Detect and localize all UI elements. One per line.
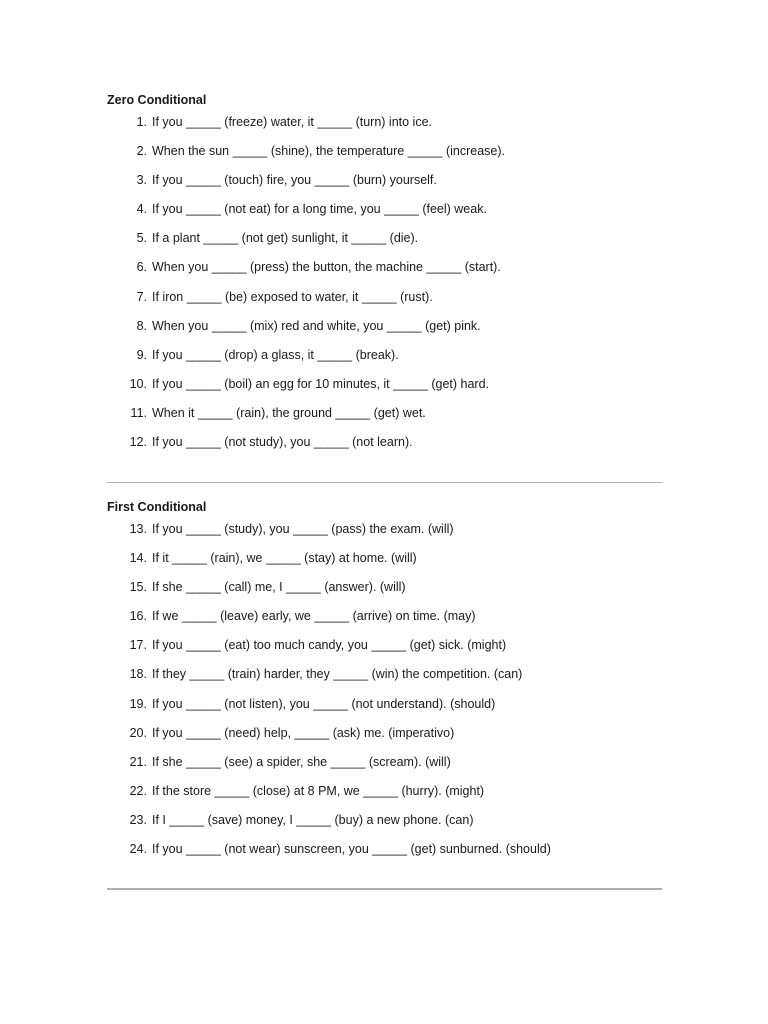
item-number: 18. — [129, 667, 147, 682]
item-text: If we _____ (leave) early, we _____ (arrive) on time. (may) — [152, 609, 476, 624]
item-number: 16. — [129, 609, 147, 624]
list-item — [107, 550, 662, 579]
item-text: If you _____ (touch) fire, you _____ (burn) yourself. — [152, 173, 437, 188]
exercise-list — [107, 114, 662, 463]
item-number: 23. — [129, 812, 147, 827]
item-number: 21. — [129, 754, 147, 769]
list-item — [107, 376, 662, 405]
list-item — [107, 812, 662, 841]
item-text: If you _____ (not eat) for a long time, you _____ (feel) weak. — [152, 202, 487, 217]
item-text: If iron _____ (be) exposed to water, it _____ (rust). — [152, 289, 433, 304]
item-text: If she _____ (see) a spider, she _____ (scream). (will) — [152, 754, 451, 769]
item-number: 17. — [129, 638, 147, 653]
item-number: 4. — [136, 202, 147, 217]
list-item — [107, 783, 662, 812]
item-number: 1. — [136, 115, 147, 129]
item-number: 13. — [129, 522, 147, 536]
exercise-list — [107, 521, 662, 870]
item-text: If you _____ (boil) an egg for 10 minutes, it _____ (get) hard. — [152, 376, 490, 391]
list-item — [107, 696, 662, 725]
item-number: 19. — [129, 696, 147, 711]
item-text: If you _____ (not study), you _____ (not learn). — [152, 435, 413, 450]
item-number: 6. — [136, 260, 147, 275]
list-item — [107, 289, 662, 318]
item-text: If I _____ (save) money, I _____ (buy) a new phone. (can) — [152, 812, 474, 827]
list-item — [107, 841, 662, 870]
list-item — [107, 114, 662, 143]
item-text: When the sun _____ (shine), the temperature _____ (increase). — [152, 144, 505, 159]
item-text: If the store _____ (close) at 8 PM, we _____ (hurry). (might) — [152, 783, 485, 798]
item-text: If they _____ (train) harder, they _____ (win) the competition. (can) — [152, 667, 523, 682]
item-number: 20. — [129, 725, 147, 740]
list-item — [107, 725, 662, 754]
list-item — [107, 201, 662, 230]
item-number: 15. — [129, 580, 147, 595]
zero-conditional-section — [107, 92, 662, 463]
item-number: 9. — [136, 347, 147, 362]
item-number: 11. — [130, 405, 147, 420]
list-item — [107, 405, 662, 434]
item-number: 3. — [136, 173, 147, 188]
item-text: If you _____ (drop) a glass, it _____ (break). — [152, 347, 399, 362]
item-number: 8. — [136, 318, 147, 333]
item-number: 12. — [129, 435, 147, 450]
list-item — [107, 521, 662, 550]
item-text: If you _____ (eat) too much candy, you _____ (get) sick. (might) — [152, 638, 507, 653]
section-divider — [107, 888, 662, 890]
item-number: 10. — [129, 376, 147, 391]
list-item — [107, 172, 662, 201]
list-item — [107, 347, 662, 376]
item-text: If you _____ (freeze) water, it _____ (turn) into ice. — [152, 115, 433, 129]
list-item — [107, 579, 662, 608]
list-item — [107, 637, 662, 666]
first-conditional-section — [107, 499, 662, 870]
list-item — [107, 666, 662, 695]
section-divider — [107, 482, 662, 483]
item-text: If you _____ (not wear) sunscreen, you _____ (get) sunburned. (should) — [152, 842, 551, 857]
item-text: If you _____ (need) help, _____ (ask) me. (imperativo) — [152, 725, 455, 740]
item-text: If she _____ (call) me, I _____ (answer). (will) — [152, 580, 406, 595]
section-heading: Zero Conditional — [107, 93, 207, 107]
item-text: When you _____ (mix) red and white, you _____ (get) pink. — [152, 318, 481, 333]
item-text: When it _____ (rain), the ground _____ (get) wet. — [152, 405, 426, 420]
section-heading: First Conditional — [107, 500, 207, 514]
list-item — [107, 230, 662, 259]
item-number: 24. — [129, 842, 147, 857]
item-number: 14. — [129, 551, 147, 566]
list-item — [107, 754, 662, 783]
item-text: If you _____ (not listen), you _____ (not understand). (should) — [152, 696, 496, 711]
item-text: When you _____ (press) the button, the machine _____ (start). — [152, 260, 501, 275]
item-text: If it _____ (rain), we _____ (stay) at home. (will) — [152, 551, 417, 566]
list-item — [107, 318, 662, 347]
item-text: If you _____ (study), you _____ (pass) the exam. (will) — [152, 522, 454, 536]
list-item — [107, 259, 662, 288]
item-number: 7. — [136, 289, 147, 304]
item-text: If a plant _____ (not get) sunlight, it _____ (die). — [152, 231, 419, 246]
item-number: 2. — [136, 144, 147, 159]
item-number: 22. — [129, 783, 147, 798]
item-number: 5. — [136, 231, 147, 246]
list-item — [107, 608, 662, 637]
list-item — [107, 143, 662, 172]
list-item — [107, 434, 662, 463]
